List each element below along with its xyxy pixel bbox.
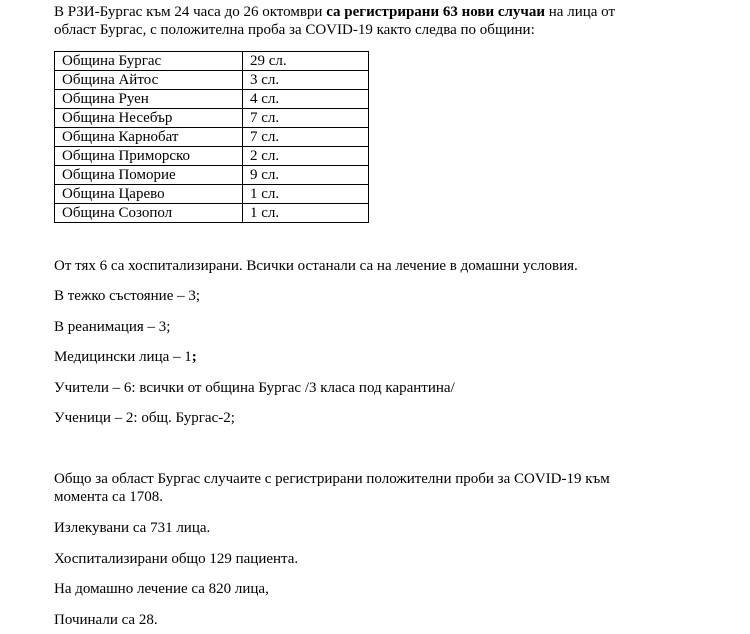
intro-paragraph — [54, 3, 714, 39]
municipality-cell: Община Поморие — [55, 166, 243, 185]
intro-line-1 — [54, 3, 714, 21]
case-count-cell: 9 сл. — [243, 166, 369, 185]
total-cases-line-1: Общо за област Бургас случаите с регистрирани положителни проби за COVID-19 към — [54, 471, 610, 487]
case-count-cell: 3 сл. — [243, 71, 369, 90]
total-cases-paragraph — [54, 470, 714, 506]
intro-text-end: на лица от — [545, 4, 616, 20]
table-row — [55, 204, 369, 223]
table-row — [55, 109, 369, 128]
total-cases-line-2: момента са 1708. — [54, 489, 164, 505]
case-count-cell: 29 сл. — [243, 52, 369, 71]
medical-staff-text: Медицински лица – 1 — [54, 349, 192, 365]
icu-line: В реанимация – 3; — [54, 319, 171, 335]
municipality-cell: Община Карнобат — [55, 128, 243, 147]
cured-line: Излекувани са 731 лица. — [54, 520, 211, 536]
intro-line-2: област Бургас, с положителна проба за COVID-19 както следва по общини: — [54, 22, 535, 38]
table-row — [55, 90, 369, 109]
municipality-cell: Община Бургас — [55, 52, 243, 71]
teachers-line: Учители – 6: всички от община Бургас /3 класа под карантина/ — [54, 380, 455, 396]
deceased-line: Починали са 28. — [54, 612, 158, 628]
home-treatment-line: На домашно лечение са 820 лица, — [54, 581, 269, 597]
municipality-cell: Община Несебър — [55, 109, 243, 128]
case-count-cell: 7 сл. — [243, 109, 369, 128]
intro-text-start: В РЗИ-Бургас към 24 часа до 26 октомври — [54, 4, 327, 20]
table-row — [55, 71, 369, 90]
municipality-cell: Община Айтос — [55, 71, 243, 90]
table-row — [55, 52, 369, 71]
medical-staff-semicolon: ; — [191, 349, 197, 365]
severe-condition-line: В тежко състояние – 3; — [54, 288, 201, 304]
municipality-cell: Община Руен — [55, 90, 243, 109]
table-row — [55, 166, 369, 185]
intro-bold-new-cases: са регистрирани 63 нови случаи — [326, 4, 546, 20]
table-row — [55, 147, 369, 166]
municipality-cell: Община Царево — [55, 185, 243, 204]
cases-by-municipality-table — [54, 51, 369, 223]
case-count-cell: 7 сл. — [243, 128, 369, 147]
table-row — [55, 128, 369, 147]
municipality-cell: Община Приморско — [55, 147, 243, 166]
case-count-cell: 1 сл. — [243, 204, 369, 223]
case-count-cell: 2 сл. — [243, 147, 369, 166]
hospitalized-note: От тях 6 са хоспитализирани. Всички останали са на лечение в домашни условия. — [54, 258, 578, 274]
municipality-cell: Община Созопол — [55, 204, 243, 223]
case-count-cell: 1 сл. — [243, 185, 369, 204]
medical-staff-line — [54, 348, 197, 366]
students-line: Ученици – 2: общ. Бургас-2; — [54, 410, 235, 426]
hospitalized-total-line: Хоспитализирани общо 129 пациента. — [54, 551, 299, 567]
case-count-cell: 4 сл. — [243, 90, 369, 109]
cases-table-body — [55, 52, 369, 223]
table-row — [55, 185, 369, 204]
